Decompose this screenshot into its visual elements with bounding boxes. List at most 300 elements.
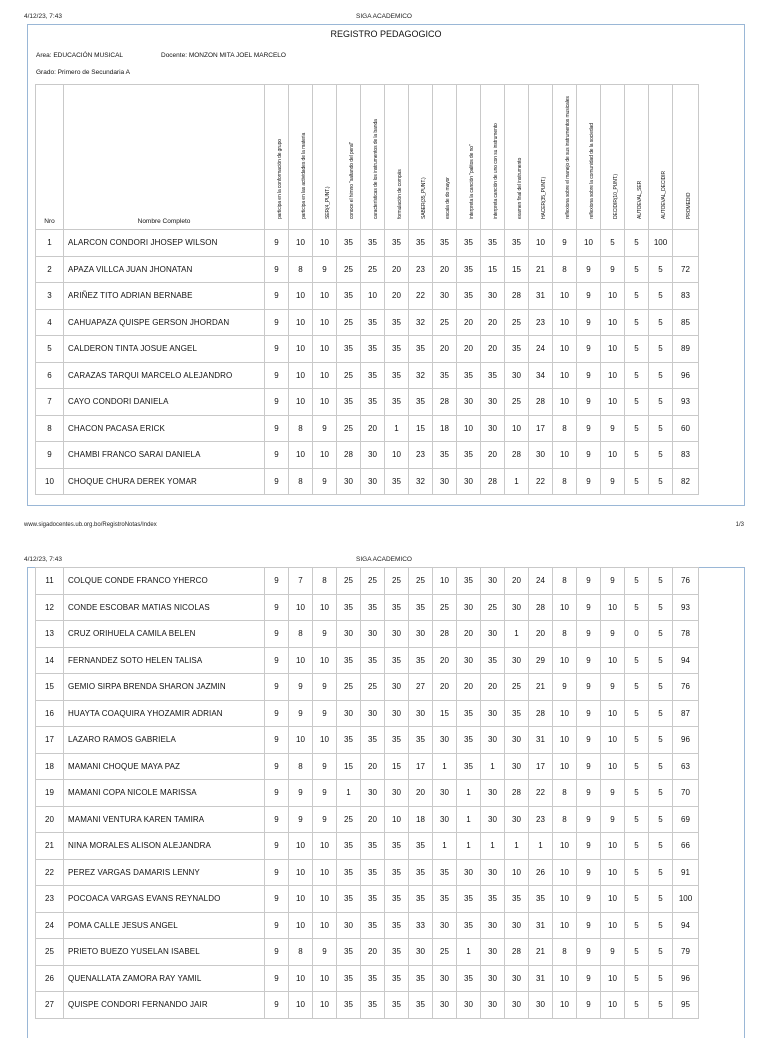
row-number: 20 xyxy=(36,806,64,833)
grade-cell: 35 xyxy=(361,362,385,389)
grade-cell: 28 xyxy=(337,442,361,469)
grade-cell: 35 xyxy=(457,700,481,727)
grade-cell: 5 xyxy=(649,362,673,389)
grade-cell: 5 xyxy=(625,336,649,363)
row-number: 7 xyxy=(36,389,64,416)
grade-cell: 35 xyxy=(385,362,409,389)
grade-cell: 10 xyxy=(553,992,577,1019)
grade-cell: 30 xyxy=(361,468,385,495)
grade-cell: 100 xyxy=(673,886,699,913)
grade-cell: 35 xyxy=(481,230,505,257)
grade-cell: 5 xyxy=(625,727,649,754)
table-row xyxy=(36,727,699,754)
grade-cell: 35 xyxy=(385,468,409,495)
grade-cell: 35 xyxy=(409,992,433,1019)
grade-cell: 30 xyxy=(481,780,505,807)
column-header-label: reflexiona sobre el manejo de sus instrumentos musicales xyxy=(564,96,571,219)
column-header-criterion xyxy=(265,85,289,230)
grade-cell: 31 xyxy=(529,912,553,939)
grade-cell: 23 xyxy=(409,256,433,283)
grade-cell: 10 xyxy=(553,965,577,992)
student-name: HUAYTA COAQUIRA YHOZAMIR ADRIAN xyxy=(64,700,265,727)
column-header-label: participa en la conformación de grupo xyxy=(276,139,283,219)
grado-label: Grado: Primero de Secundaria A xyxy=(36,69,130,76)
grade-cell: 18 xyxy=(433,415,457,442)
grade-cell: 9 xyxy=(577,309,601,336)
grade-cell: 9 xyxy=(577,442,601,469)
grade-cell: 5 xyxy=(625,806,649,833)
student-name: CAYO CONDORI DANIELA xyxy=(64,389,265,416)
grade-cell: 9 xyxy=(265,594,289,621)
grade-cell: 9 xyxy=(265,886,289,913)
grade-cell: 5 xyxy=(649,727,673,754)
column-header-label: PROMEDIO xyxy=(685,192,692,219)
grade-cell: 5 xyxy=(649,336,673,363)
grade-cell: 1 xyxy=(457,806,481,833)
grade-cell: 9 xyxy=(289,806,313,833)
student-name: POCOACA VARGAS EVANS REYNALDO xyxy=(64,886,265,913)
grade-cell: 9 xyxy=(265,674,289,701)
row-number: 17 xyxy=(36,727,64,754)
grade-cell: 10 xyxy=(577,230,601,257)
grade-cell: 25 xyxy=(361,674,385,701)
grade-cell: 28 xyxy=(505,780,529,807)
grade-cell: 9 xyxy=(265,336,289,363)
row-number: 27 xyxy=(36,992,64,1019)
grade-cell: 5 xyxy=(649,283,673,310)
grade-cell: 1 xyxy=(457,780,481,807)
grade-cell: 9 xyxy=(265,442,289,469)
grade-cell: 30 xyxy=(385,780,409,807)
grade-cell: 22 xyxy=(529,780,553,807)
grade-cell: 8 xyxy=(313,568,337,595)
grade-cell: 60 xyxy=(673,415,699,442)
grade-cell: 30 xyxy=(457,992,481,1019)
grade-cell: 9 xyxy=(265,415,289,442)
grade-cell: 27 xyxy=(409,674,433,701)
grade-cell: 5 xyxy=(625,780,649,807)
grade-cell: 23 xyxy=(529,309,553,336)
table-row xyxy=(36,780,699,807)
grade-cell: 35 xyxy=(433,442,457,469)
grade-cell: 5 xyxy=(625,912,649,939)
grade-cell: 9 xyxy=(313,700,337,727)
grade-cell: 9 xyxy=(577,256,601,283)
grade-cell: 10 xyxy=(313,886,337,913)
grade-cell: 5 xyxy=(649,912,673,939)
grade-cell: 69 xyxy=(673,806,699,833)
column-header-criterion xyxy=(553,85,577,230)
grade-cell: 8 xyxy=(289,939,313,966)
grade-cell: 7 xyxy=(289,568,313,595)
grade-cell: 1 xyxy=(457,939,481,966)
student-name: FERNANDEZ SOTO HELEN TALISA xyxy=(64,647,265,674)
grade-cell: 9 xyxy=(265,309,289,336)
grade-cell: 35 xyxy=(385,309,409,336)
grade-cell: 8 xyxy=(289,753,313,780)
grade-cell: 30 xyxy=(361,442,385,469)
grade-cell: 20 xyxy=(481,674,505,701)
row-number: 14 xyxy=(36,647,64,674)
grade-cell: 10 xyxy=(313,594,337,621)
grade-cell: 78 xyxy=(673,621,699,648)
grade-cell: 25 xyxy=(409,568,433,595)
grade-cell: 10 xyxy=(433,568,457,595)
grade-cell: 35 xyxy=(385,594,409,621)
grade-cell: 9 xyxy=(601,806,625,833)
grade-cell: 25 xyxy=(433,594,457,621)
row-number: 16 xyxy=(36,700,64,727)
grade-cell: 35 xyxy=(385,336,409,363)
grade-cell: 93 xyxy=(673,594,699,621)
column-header-label: HACER(35_PUNT.) xyxy=(540,176,547,219)
grade-cell: 30 xyxy=(505,912,529,939)
grade-cell: 10 xyxy=(289,965,313,992)
grade-cell: 10 xyxy=(601,647,625,674)
grade-cell: 30 xyxy=(481,389,505,416)
grade-cell: 9 xyxy=(553,674,577,701)
grade-cell: 30 xyxy=(433,283,457,310)
student-name: PRIETO BUEZO YUSELAN ISABEL xyxy=(64,939,265,966)
grade-cell: 1 xyxy=(505,621,529,648)
row-number: 9 xyxy=(36,442,64,469)
column-header-criterion xyxy=(673,85,699,230)
grade-cell: 94 xyxy=(673,912,699,939)
grade-cell: 35 xyxy=(505,700,529,727)
grade-cell: 10 xyxy=(289,859,313,886)
grade-cell: 10 xyxy=(553,389,577,416)
grade-cell: 10 xyxy=(289,886,313,913)
row-number: 26 xyxy=(36,965,64,992)
grade-cell: 1 xyxy=(529,833,553,860)
grade-cell: 76 xyxy=(673,674,699,701)
grade-cell: 35 xyxy=(457,568,481,595)
grade-cell: 8 xyxy=(289,468,313,495)
student-name: CHACON PACASA ERICK xyxy=(64,415,265,442)
grade-cell: 35 xyxy=(337,647,361,674)
grade-cell: 10 xyxy=(601,594,625,621)
grade-cell: 30 xyxy=(481,859,505,886)
grade-cell: 9 xyxy=(577,621,601,648)
grade-cell: 35 xyxy=(457,362,481,389)
student-name: CALDERON TINTA JOSUE ANGEL xyxy=(64,336,265,363)
grade-cell: 20 xyxy=(361,806,385,833)
grade-cell: 5 xyxy=(625,859,649,886)
grade-cell: 28 xyxy=(433,389,457,416)
grade-cell: 96 xyxy=(673,965,699,992)
grade-cell: 9 xyxy=(601,621,625,648)
column-header-label: AUTOEVAL_SER xyxy=(636,180,643,219)
grade-cell: 63 xyxy=(673,753,699,780)
grade-cell: 91 xyxy=(673,859,699,886)
grade-cell: 10 xyxy=(313,647,337,674)
grade-cell: 25 xyxy=(337,806,361,833)
grade-cell: 25 xyxy=(361,256,385,283)
grade-cell: 28 xyxy=(505,939,529,966)
grade-cell: 23 xyxy=(529,806,553,833)
grade-cell: 9 xyxy=(601,468,625,495)
table-row xyxy=(36,700,699,727)
grade-cell: 96 xyxy=(673,362,699,389)
grade-cell: 30 xyxy=(481,700,505,727)
grade-cell: 5 xyxy=(649,780,673,807)
grade-cell: 9 xyxy=(313,939,337,966)
grade-cell: 10 xyxy=(553,647,577,674)
grade-cell: 10 xyxy=(553,912,577,939)
column-header-criterion xyxy=(385,85,409,230)
grade-cell: 20 xyxy=(529,621,553,648)
grade-cell: 5 xyxy=(649,939,673,966)
grade-cell: 9 xyxy=(313,753,337,780)
grade-cell: 10 xyxy=(553,283,577,310)
student-name: PEREZ VARGAS DAMARIS LENNY xyxy=(64,859,265,886)
grade-cell: 20 xyxy=(457,674,481,701)
grade-cell: 30 xyxy=(505,727,529,754)
grade-cell: 30 xyxy=(457,468,481,495)
grade-cell: 5 xyxy=(649,468,673,495)
column-header-criterion xyxy=(505,85,529,230)
grade-cell: 10 xyxy=(553,859,577,886)
grade-cell: 20 xyxy=(433,256,457,283)
grade-cell: 30 xyxy=(481,727,505,754)
grade-cell: 10 xyxy=(313,230,337,257)
grade-cell: 25 xyxy=(337,568,361,595)
grade-cell: 35 xyxy=(337,965,361,992)
grade-cell: 35 xyxy=(505,230,529,257)
grade-cell: 10 xyxy=(601,833,625,860)
table-row xyxy=(36,621,699,648)
table-row xyxy=(36,992,699,1019)
column-header-label: AUTOEVAL_DECIDIR xyxy=(660,171,667,219)
grade-cell: 25 xyxy=(505,389,529,416)
student-name: CRUZ ORIHUELA CAMILA BELEN xyxy=(64,621,265,648)
table-row xyxy=(36,283,699,310)
student-name: CONDE ESCOBAR MATIAS NICOLAS xyxy=(64,594,265,621)
grade-cell: 1 xyxy=(505,833,529,860)
column-header-label: conoce el himno "saltando del peral" xyxy=(348,141,355,219)
grade-cell: 9 xyxy=(265,230,289,257)
grade-cell: 10 xyxy=(289,594,313,621)
grade-cell: 25 xyxy=(505,674,529,701)
column-header-label: DECIDIR(10_PUNT.) xyxy=(612,174,619,219)
grade-cell: 66 xyxy=(673,833,699,860)
grade-cell: 35 xyxy=(457,283,481,310)
grade-cell: 30 xyxy=(409,939,433,966)
student-name: GEMIO SIRPA BRENDA SHARON JAZMIN xyxy=(64,674,265,701)
grade-cell: 30 xyxy=(337,468,361,495)
grade-cell: 5 xyxy=(649,806,673,833)
grade-cell: 9 xyxy=(577,362,601,389)
grade-cell: 1 xyxy=(457,833,481,860)
grade-cell: 35 xyxy=(337,230,361,257)
grade-cell: 10 xyxy=(313,283,337,310)
docente-label: Docente: MONZON MITA JOEL MARCELO xyxy=(161,52,286,59)
grade-cell: 15 xyxy=(409,415,433,442)
grade-cell: 30 xyxy=(505,753,529,780)
grade-cell: 10 xyxy=(553,753,577,780)
table-row xyxy=(36,912,699,939)
grade-cell: 35 xyxy=(337,886,361,913)
grade-cell: 5 xyxy=(625,468,649,495)
grade-cell: 35 xyxy=(481,886,505,913)
column-header-criterion xyxy=(481,85,505,230)
grade-cell: 9 xyxy=(313,256,337,283)
grade-cell: 32 xyxy=(409,309,433,336)
grade-cell: 10 xyxy=(601,912,625,939)
grade-cell: 8 xyxy=(553,806,577,833)
grade-cell: 9 xyxy=(601,674,625,701)
grade-cell: 5 xyxy=(649,674,673,701)
grade-cell: 20 xyxy=(385,256,409,283)
grade-cell: 5 xyxy=(625,256,649,283)
grade-cell: 30 xyxy=(361,700,385,727)
grade-cell: 15 xyxy=(481,256,505,283)
grade-cell: 23 xyxy=(409,442,433,469)
column-header-label: interpreta la canción "palitos de no" xyxy=(468,144,475,219)
grade-cell: 9 xyxy=(577,647,601,674)
grade-cell: 35 xyxy=(385,727,409,754)
grade-cell: 32 xyxy=(409,362,433,389)
row-number: 8 xyxy=(36,415,64,442)
grade-cell: 9 xyxy=(577,912,601,939)
grade-cell: 35 xyxy=(505,886,529,913)
sheet-title: REGISTRO PEDAGOGICO xyxy=(330,29,442,39)
grade-cell: 1 xyxy=(433,753,457,780)
grade-cell: 30 xyxy=(337,700,361,727)
grade-cell: 10 xyxy=(289,442,313,469)
row-number: 1 xyxy=(36,230,64,257)
grade-cell: 15 xyxy=(385,753,409,780)
grade-cell: 10 xyxy=(505,415,529,442)
grade-cell: 24 xyxy=(529,336,553,363)
table-row xyxy=(36,939,699,966)
grade-cell: 1 xyxy=(481,833,505,860)
grade-cell: 22 xyxy=(529,468,553,495)
print-app-title: SIGA ACADEMICO xyxy=(356,13,412,20)
column-header-criterion xyxy=(313,85,337,230)
grade-cell: 28 xyxy=(529,700,553,727)
print-datetime-2: 4/12/23, 7:43 xyxy=(24,556,62,563)
grade-cell: 26 xyxy=(529,859,553,886)
grade-cell: 9 xyxy=(601,939,625,966)
grade-cell: 10 xyxy=(313,912,337,939)
grade-cell: 30 xyxy=(481,621,505,648)
grade-cell: 1 xyxy=(337,780,361,807)
grade-cell: 30 xyxy=(433,806,457,833)
grade-cell: 30 xyxy=(409,621,433,648)
table-row xyxy=(36,362,699,389)
grade-cell: 15 xyxy=(433,700,457,727)
student-name: CHAMBI FRANCO SARAI DANIELA xyxy=(64,442,265,469)
grade-cell: 89 xyxy=(673,336,699,363)
grade-cell: 17 xyxy=(529,753,553,780)
grade-cell: 8 xyxy=(553,568,577,595)
table-row xyxy=(36,389,699,416)
grade-cell: 9 xyxy=(577,859,601,886)
grade-cell: 10 xyxy=(313,965,337,992)
row-number: 13 xyxy=(36,621,64,648)
grade-cell: 25 xyxy=(361,568,385,595)
column-header-criterion xyxy=(649,85,673,230)
grade-cell: 0 xyxy=(625,621,649,648)
grade-cell: 29 xyxy=(529,647,553,674)
grade-cell: 20 xyxy=(457,309,481,336)
grade-cell: 35 xyxy=(409,965,433,992)
column-header-label: participa en las actividades de la materia xyxy=(300,132,307,219)
grade-cell: 35 xyxy=(337,939,361,966)
grade-cell: 9 xyxy=(289,674,313,701)
column-header-label: examen final del instrumento xyxy=(516,157,523,219)
grade-cell: 20 xyxy=(433,674,457,701)
grade-cell: 5 xyxy=(649,594,673,621)
row-number: 2 xyxy=(36,256,64,283)
grade-cell: 30 xyxy=(433,468,457,495)
grade-cell: 9 xyxy=(313,780,337,807)
grade-cell: 9 xyxy=(313,674,337,701)
grade-cell: 87 xyxy=(673,700,699,727)
student-name: ALARCON CONDORI JHOSEP WILSON xyxy=(64,230,265,257)
grade-cell: 10 xyxy=(553,309,577,336)
column-header-label: escala de do mayor xyxy=(444,177,451,219)
grade-cell: 20 xyxy=(505,568,529,595)
grade-cell: 35 xyxy=(481,647,505,674)
grade-cell: 25 xyxy=(337,415,361,442)
grade-cell: 9 xyxy=(289,700,313,727)
grade-cell: 5 xyxy=(649,647,673,674)
grade-cell: 35 xyxy=(433,886,457,913)
column-header-criterion xyxy=(433,85,457,230)
student-name: MAMANI CHOQUE MAYA PAZ xyxy=(64,753,265,780)
grade-cell: 28 xyxy=(481,468,505,495)
grade-cell: 35 xyxy=(433,859,457,886)
row-number: 15 xyxy=(36,674,64,701)
grade-cell: 10 xyxy=(601,442,625,469)
grade-cell: 35 xyxy=(385,647,409,674)
grade-cell: 35 xyxy=(409,886,433,913)
row-number: 4 xyxy=(36,309,64,336)
grade-cell: 9 xyxy=(265,806,289,833)
row-number: 22 xyxy=(36,859,64,886)
grade-cell: 35 xyxy=(481,362,505,389)
column-header-criterion xyxy=(529,85,553,230)
grade-cell: 35 xyxy=(457,727,481,754)
grade-cell: 9 xyxy=(577,753,601,780)
row-number: 23 xyxy=(36,886,64,913)
grade-cell: 34 xyxy=(529,362,553,389)
column-header-nro: Nro xyxy=(36,85,64,230)
grade-cell: 25 xyxy=(337,309,361,336)
grade-cell: 9 xyxy=(601,256,625,283)
grade-cell: 5 xyxy=(625,283,649,310)
row-number: 24 xyxy=(36,912,64,939)
grade-cell: 21 xyxy=(529,939,553,966)
grade-cell: 10 xyxy=(313,336,337,363)
grade-cell: 10 xyxy=(289,389,313,416)
table-row xyxy=(36,674,699,701)
grade-cell: 10 xyxy=(601,859,625,886)
column-header-criterion xyxy=(289,85,313,230)
grade-cell: 10 xyxy=(289,230,313,257)
student-name: ARIÑEZ TITO ADRIAN BERNABE xyxy=(64,283,265,310)
grade-cell: 30 xyxy=(529,442,553,469)
column-header-name: Nombre Completo xyxy=(64,85,265,230)
grade-cell: 30 xyxy=(457,859,481,886)
grade-cell: 30 xyxy=(337,912,361,939)
grade-cell: 10 xyxy=(601,362,625,389)
grade-cell: 10 xyxy=(313,442,337,469)
grade-cell: 79 xyxy=(673,939,699,966)
grade-cell: 35 xyxy=(361,833,385,860)
